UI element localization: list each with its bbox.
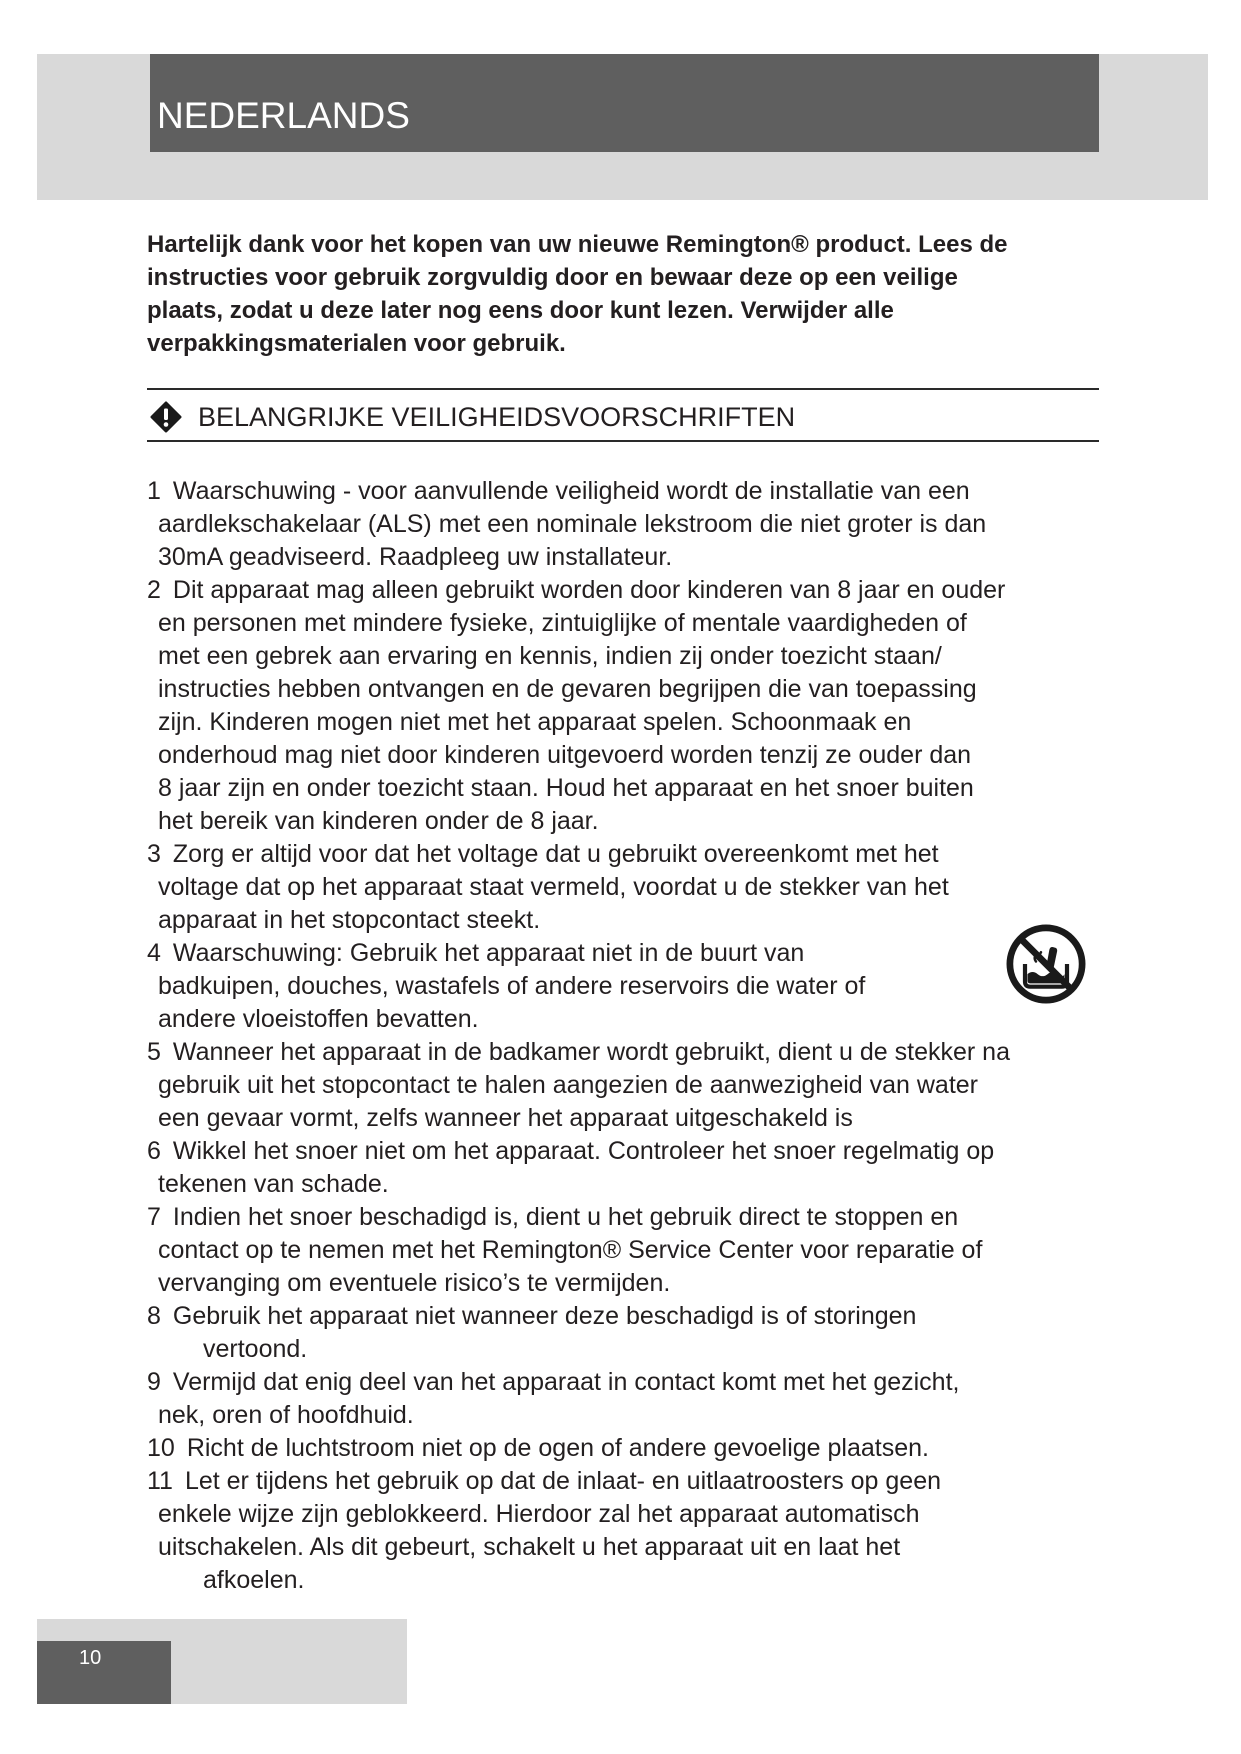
item-line: zijn. Kinderen mogen niet met het apparaat spelen. Schoonmaak en bbox=[158, 708, 912, 736]
item-text: Let er tijdens het gebruik op dat de inlaat- en uitlaatroosters op geen bbox=[184, 1467, 942, 1495]
item-line: 8 jaar zijn en onder toezicht staan. Houd het apparaat en het snoer buiten bbox=[158, 774, 974, 802]
language-title: NEDERLANDS bbox=[157, 95, 410, 136]
item-line: tekenen van schade. bbox=[158, 1170, 389, 1198]
no-water-icon bbox=[1004, 922, 1088, 1006]
item-text: Wanneer het apparaat in de badkamer wordt gebruikt, dient u de stekker na bbox=[172, 1038, 1010, 1066]
item-line: een gevaar vormt, zelfs wanneer het apparaat uitgeschakeld is bbox=[158, 1104, 853, 1132]
item-text: Zorg er altijd voor dat het voltage dat u gebruikt overeenkomt met het bbox=[172, 840, 939, 868]
item-number: 11 bbox=[147, 1467, 173, 1495]
item-number: 7 bbox=[147, 1203, 161, 1231]
item-line: nek, oren of hoofdhuid. bbox=[158, 1401, 414, 1429]
item-line bbox=[147, 937, 1010, 970]
safety-item-9 bbox=[147, 1366, 1010, 1432]
item-number: 5 bbox=[147, 1038, 161, 1066]
page-number-box bbox=[37, 1641, 171, 1704]
item-line: enkele wijze zijn geblokkeerd. Hierdoor zal het apparaat automatisch bbox=[158, 1500, 920, 1528]
item-number: 9 bbox=[147, 1368, 161, 1396]
item-line bbox=[147, 1300, 1010, 1333]
item-number: 8 bbox=[147, 1302, 161, 1330]
item-line bbox=[147, 1432, 1010, 1465]
item-number: 2 bbox=[147, 576, 161, 604]
safety-item-7 bbox=[147, 1201, 1010, 1300]
item-line bbox=[147, 1135, 1010, 1168]
item-line: vertoond. bbox=[203, 1335, 308, 1363]
item-number: 4 bbox=[147, 939, 161, 967]
item-text: Gebruik het apparaat niet wanneer deze beschadigd is of storingen bbox=[172, 1302, 917, 1330]
item-line: andere vloeistoffen bevatten. bbox=[158, 1005, 479, 1033]
safety-item-4 bbox=[147, 937, 1010, 1036]
item-line: contact op te nemen met het Remington® Service Center voor reparatie of bbox=[158, 1236, 983, 1264]
item-text: Richt de luchtstroom niet op de ogen of andere gevoelige plaatsen. bbox=[186, 1434, 929, 1462]
intro-paragraph bbox=[147, 228, 1008, 360]
item-line: het bereik van kinderen onder de 8 jaar. bbox=[158, 807, 599, 835]
item-line: met een gebrek aan ervaring en kennis, indien zij onder toezicht staan/ bbox=[158, 642, 942, 670]
item-text: Waarschuwing: Gebruik het apparaat niet in de buurt van bbox=[172, 939, 805, 967]
item-line: instructies hebben ontvangen en de gevaren begrijpen die van toepassing bbox=[158, 675, 977, 703]
item-line bbox=[147, 475, 1010, 508]
item-text: Vermijd dat enig deel van het apparaat in contact komt met het gezicht, bbox=[172, 1368, 960, 1396]
section-heading bbox=[150, 397, 795, 437]
safety-item-5 bbox=[147, 1036, 1010, 1135]
item-line: en personen met mindere fysieke, zintuiglijke of mentale vaardigheden of bbox=[158, 609, 967, 637]
safety-item-6 bbox=[147, 1135, 1010, 1201]
intro-line: verpakkingsmaterialen voor gebruik. bbox=[147, 330, 566, 357]
item-text: Wikkel het snoer niet om het apparaat. Controleer het snoer regelmatig op bbox=[172, 1137, 995, 1165]
page-number: 10 bbox=[79, 1647, 102, 1669]
safety-item-1 bbox=[147, 475, 1010, 574]
item-line bbox=[147, 1036, 1010, 1069]
item-line: aardlekschakelaar (ALS) met een nominale lekstroom die niet groter is dan bbox=[158, 510, 987, 538]
safety-list bbox=[147, 475, 1010, 1597]
item-line: voltage dat op het apparaat staat vermeld, voordat u de stekker van het bbox=[158, 873, 949, 901]
item-line bbox=[147, 1465, 1010, 1498]
section-rule-top bbox=[147, 388, 1099, 390]
item-line: apparaat in het stopcontact steekt. bbox=[158, 906, 541, 934]
item-number: 1 bbox=[147, 477, 161, 505]
warning-icon bbox=[150, 401, 182, 433]
item-line: uitschakelen. Als dit gebeurt, schakelt u het apparaat uit en laat het bbox=[158, 1533, 901, 1561]
item-text: Indien het snoer beschadigd is, dient u het gebruik direct te stoppen en bbox=[172, 1203, 959, 1231]
intro-line: instructies voor gebruik zorgvuldig door en bewaar deze op een veilige bbox=[147, 264, 958, 291]
item-line bbox=[147, 574, 1010, 607]
language-title-box bbox=[150, 54, 1099, 152]
item-number: 10 bbox=[147, 1434, 175, 1462]
item-line bbox=[147, 838, 1010, 871]
section-rule-bottom bbox=[147, 440, 1099, 442]
intro-line: Hartelijk dank voor het kopen van uw nieuwe Remington® product. Lees de bbox=[147, 231, 1008, 258]
item-line: gebruik uit het stopcontact te halen aangezien de aanwezigheid van water bbox=[158, 1071, 979, 1099]
intro-line: plaats, zodat u deze later nog eens door kunt lezen. Verwijder alle bbox=[147, 297, 894, 324]
item-line: vervanging om eventuele risico’s te vermijden. bbox=[158, 1269, 671, 1297]
item-line: badkuipen, douches, wastafels of andere reservoirs die water of bbox=[158, 972, 866, 1000]
item-number: 6 bbox=[147, 1137, 161, 1165]
item-text: Dit apparaat mag alleen gebruikt worden door kinderen van 8 jaar en ouder bbox=[172, 576, 1006, 604]
item-text: Waarschuwing - voor aanvullende veiligheid wordt de installatie van een bbox=[172, 477, 970, 505]
item-line: afkoelen. bbox=[203, 1566, 305, 1594]
item-line bbox=[147, 1366, 1010, 1399]
item-line: 30mA geadviseerd. Raadpleeg uw installateur. bbox=[158, 543, 673, 571]
safety-item-8 bbox=[147, 1300, 1010, 1366]
safety-item-2 bbox=[147, 574, 1010, 838]
item-line bbox=[147, 1201, 1010, 1234]
item-line: onderhoud mag niet door kinderen uitgevoerd worden tenzij ze ouder dan bbox=[158, 741, 972, 769]
safety-item-3 bbox=[147, 838, 1010, 937]
safety-item-11 bbox=[147, 1465, 1010, 1597]
item-number: 3 bbox=[147, 840, 161, 868]
safety-item-10 bbox=[147, 1432, 1010, 1465]
section-title: BELANGRIJKE VEILIGHEIDSVOORSCHRIFTEN bbox=[198, 402, 796, 432]
